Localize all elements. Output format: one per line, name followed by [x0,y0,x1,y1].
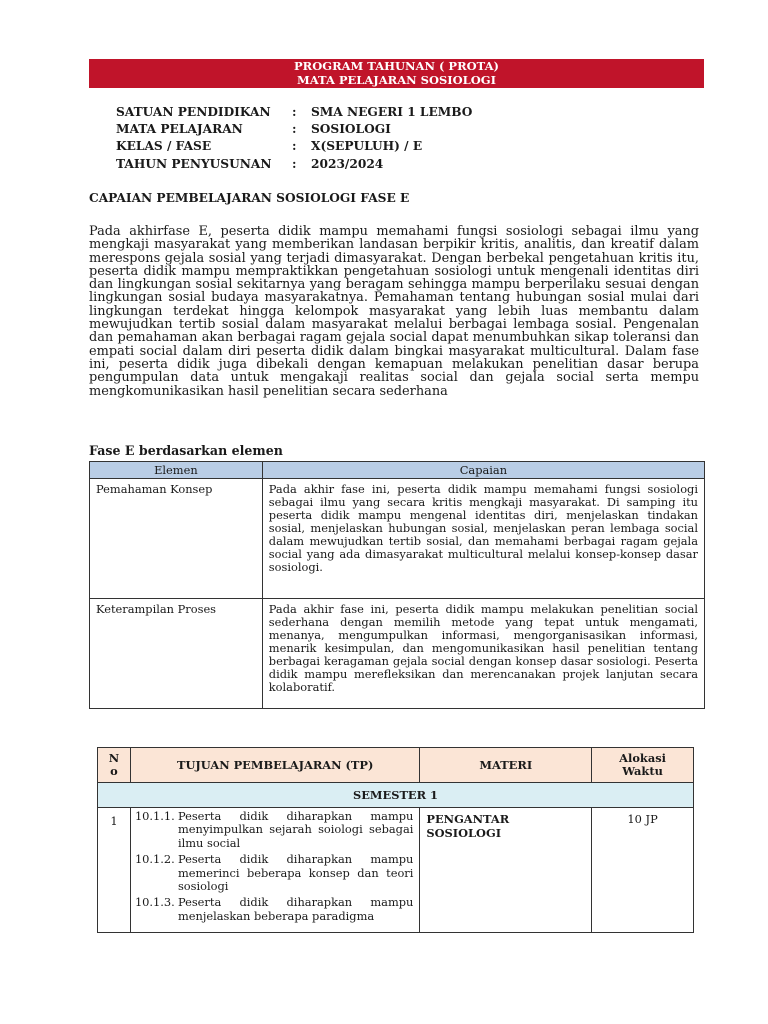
title-line-1: PROGRAM TAHUNAN ( PROTA) [294,59,499,73]
info-colon: : [292,105,297,119]
list-item [135,810,413,850]
header-materi: MATERI [420,748,592,783]
elemen-table-header [90,462,705,479]
elemen-cell: Pemahaman Konsep [90,479,263,599]
info-colon: : [292,139,297,154]
header-capaian: Capaian [262,462,704,479]
table-row [90,479,705,599]
capaian-paragraph: Pada akhirfase E, peserta didik mampu memahami fungsi sosiologi sebagai ilmu yang mengkaji masyarakat yang memberikan landasan berpikir kritis, analitis, dan kreatif dalam merespons gejala sosial yang terjadi dimasyarakat. Dengan berbekal pengetahuan kritis itu, peserta didik mampu mempraktikkan pengetahuan sosiologi untuk mengenali identitas diri dan lingkungan sosial sekitarnya yang beragam sehingga mampu berperilaku sesuai dengan lingkungan sosial budaya masyarakatnya. Pemahaman tentang hubungan sosial mulai dari lingkungan terdekat hingga kelompok masyarakat yang lebih luas membantu dalam mewujudkan tertib sosial dalam masyarakat melalui berbagai lembaga sosial. Pengenalan dan pemahaman akan berbagai ragam gejala social dapat menumbuhkan sikap toleransi dan empati social dalam diri peserta didik dalam bingkai masyarakat multicultural. Dalam fase ini, peserta didik juga dibekali dengan kemapuan melakukan penelitian dasar berupa pengumpulan data untuk mengakaji realitas social dan gejala social serta mempu mengkomunikasikan hasil penelitian secara sederhana [89,224,699,399]
info-label: KELAS / FASE [116,139,212,154]
info-colon: : [292,122,297,137]
tp-number: 10.1.3. [134,895,175,910]
header-no-line-1: N [108,751,120,765]
semester-row [98,783,694,808]
capaian-cell: Pada akhir fase ini, peserta didik mampu melakukan penelitian social sederhana dengan memilih metode yang tepat untuk mengamati, menanya, mengumpulkan informasi, mengorganisasikan informasi, menarik kesimpulan, dan mengomunikasikan hasil penelitian tentang berbagai keragaman gejala social dengan konsep dasar sosiologi. Peserta didik mampu merefleksikan dan merencanakan projek lanjutan secara kolaboratif. [262,599,704,709]
identity-block [116,104,472,173]
tp-list [131,808,419,923]
info-label: MATA PELAJARAN [116,122,243,137]
list-item [135,853,413,893]
header-alokasi-line-2: Waktu [622,764,663,778]
title-line-2: MATA PELAJARAN SOSIOLOGI [297,73,496,87]
info-row-satuan [116,104,472,121]
tp-text: Peserta didik diharapkan mampu menjelaskan beberapa paradigma [177,895,414,923]
tp-text: Peserta didik diharapkan mampu menyimpulkan sejarah soiologi sebagai ilmu social [177,809,414,850]
capaian-cell: Pada akhir fase ini, peserta didik mampu memahami fungsi sosiologi sebagai ilmu yang secara kritis mengkaji masyarakat. Di samping itu peserta didik mampu mengenal identitas diri, menjelaskan tindakan sosial, menjelaskan hubungan sosial, menjelaskan peran lembaga social dalam mewujudkan tertib sosial, dan memahami berbagai ragam gejala social yang ada dimasyarakat multicultural melalui konsep-konsep dasar sosiologi. [262,479,704,599]
header-tp: TUJUAN PEMBELAJARAN (TP) [130,748,419,783]
info-value: X(SEPULUH) / E [311,139,423,154]
table-row [90,599,705,709]
capaian-heading: CAPAIAN PEMBELAJARAN SOSIOLOGI FASE E [89,191,410,205]
info-row-tahun [116,156,472,173]
info-label: SATUAN PENDIDIKAN [116,105,271,119]
info-row-mapel [116,121,472,138]
row-number: 1 [98,808,131,933]
info-value: SMA NEGERI 1 LEMBO [311,105,473,119]
fase-heading: Fase E berdasarkan elemen [89,443,283,458]
tp-number: 10.1.1. [134,809,175,823]
elemen-cell: Keterampilan Proses [90,599,263,709]
tp-table-header [98,748,694,783]
header-alokasi-line-1: Alokasi [619,751,666,765]
table-row [98,808,694,933]
tujuan-pembelajaran-table [97,747,694,933]
info-colon: : [292,156,297,171]
tp-text: Peserta didik diharapkan mampu memerinci beberapa konsep dan teori sosiologi [177,852,414,894]
info-row-kelas [116,138,472,155]
header-no-line-2: o [110,764,118,778]
semester-label: SEMESTER 1 [98,783,694,808]
header-no [98,748,131,783]
elemen-table [89,461,705,709]
info-value: SOSIOLOGI [311,122,391,137]
list-item [135,896,413,923]
materi-cell: PENGANTAR SOSIOLOGI [420,808,592,933]
tp-cell [130,808,419,933]
info-label: TAHUN PENYUSUNAN [116,156,272,171]
document-title-banner [89,59,704,88]
alokasi-cell: 10 JP [592,808,694,933]
header-elemen: Elemen [90,462,263,479]
header-alokasi [592,748,694,783]
tp-number: 10.1.2. [134,852,175,867]
info-value: 2023/2024 [311,156,384,171]
